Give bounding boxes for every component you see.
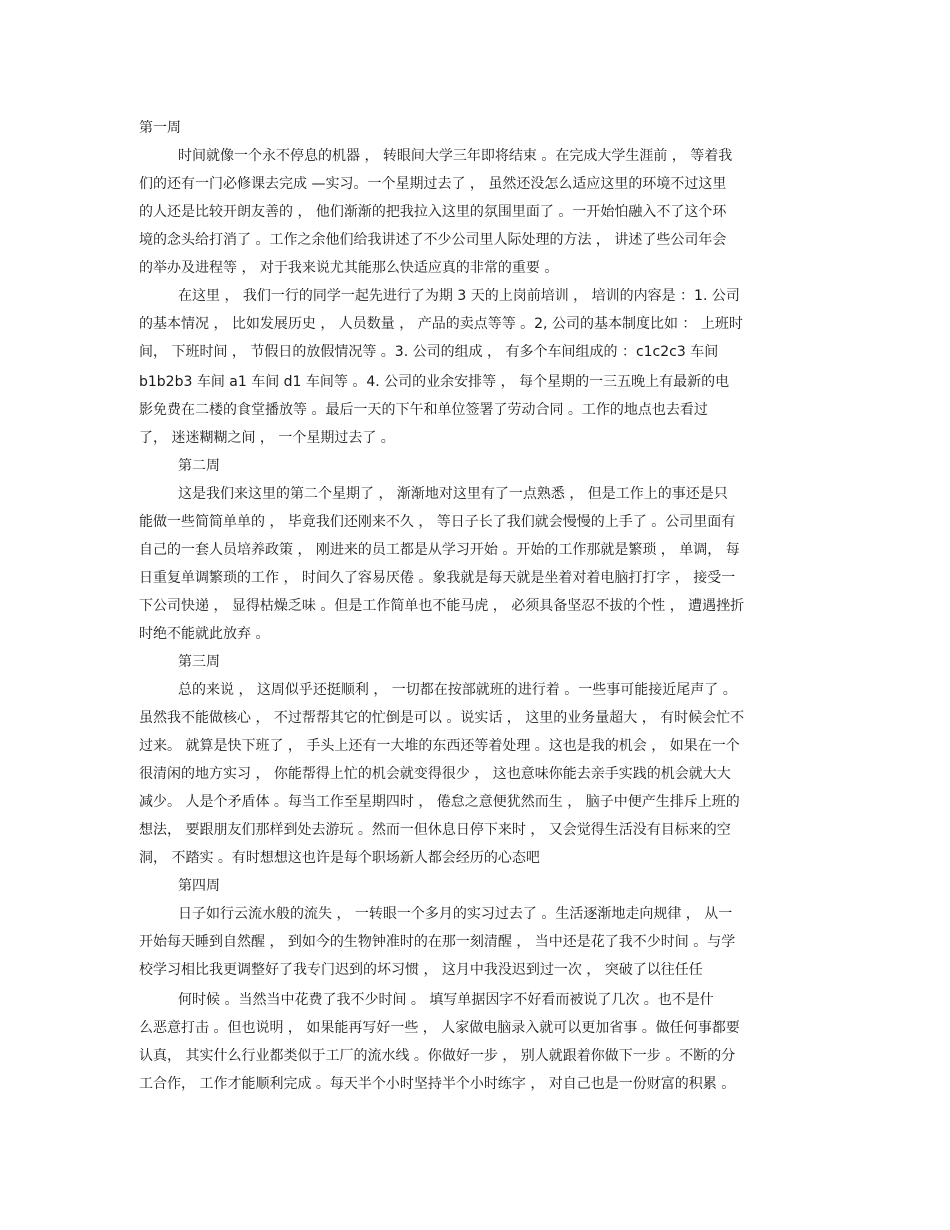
paragraph-line: 下公司快递 ， 显得枯燥乏味 。但是工作简单也不能马虎 ， 必须具备坚忍不拔的个性 ， 遭遇挫折 xyxy=(139,598,745,614)
paragraph-line: 们的还有一门必修课去完成 —实习。一个星期过去了 ， 虽然还没怎么适应这里的环境不过这里 xyxy=(139,176,727,192)
paragraph-line: 洞， 不踏实 。有时想想这也许是每个职场新人都会经历的心态吧 xyxy=(139,850,540,866)
paragraph-line: 的人还是比较开朗友善的 ， 他们渐渐的把我拉入这里的氛围里面了 。一开始怕融入不了这个环 xyxy=(139,204,727,220)
paragraph-line: 日重复单调繁琐的工作 ， 时间久了容易厌倦 。象我就是每天就是坐着对着电脑打打字 ， 接受一 xyxy=(139,570,736,586)
paragraph-line: 境的念头给打消了 。工作之余他们给我讲述了不少公司里人际处理的方法 ， 讲述了些公司年会 xyxy=(139,232,727,248)
paragraph-line: 在这里 ， 我们一行的同学一起先进行了为期 3 天的上岗前培训 ， 培训的内容是 ：1. 公司 xyxy=(178,288,740,304)
paragraph-line: 工合作， 工作才能顺利完成 。每天半个小时坚持半个小时练字 ， 对自己也是一份财富的积累 。 xyxy=(139,1076,736,1092)
paragraph-line: 校学习相比我更调整好了我专门迟到的坏习惯 ， 这月中我没迟到过一次 ， 突破了以往任任 xyxy=(139,962,703,978)
paragraph-line: 减少。 人是个矛盾体 。每当工作至星期四时 ， 倦怠之意便犹然而生 ， 脑子中便产生排斥上班的 xyxy=(139,794,740,810)
heading-week-1: 第一周 xyxy=(139,120,181,136)
paragraph-line: b1b2b3 车间 a1 车间 d1 车间等 。4. 公司的业余安排等 ， 每个星期的一三五晚上有最新的电 xyxy=(139,374,730,390)
paragraph-line: 这是我们来这里的第二个星期了 ， 渐渐地对这里有了一点熟悉 ， 但是工作上的事还是只 xyxy=(178,486,728,502)
paragraph-line: 过来。 就算是快下班了 ， 手头上还有一大堆的东西还等着处理 。这也是我的机会 ， 如果在一个 xyxy=(139,738,740,754)
heading-week-2: 第二周 xyxy=(178,458,220,474)
paragraph-line: 虽然我不能做核心 ， 不过帮帮其它的忙倒是可以 。说实话 ， 这里的业务量超大 ， 有时候会忙不 xyxy=(139,710,745,726)
paragraph-line: 能做一些简简单单的 ， 毕竟我们还刚来不久 ， 等日子长了我们就会慢慢的上手了 。公司里面有 xyxy=(139,514,736,530)
paragraph-line: 总的来说 ， 这周似乎还挺顺利 ， 一切都在按部就班的进行着 。一些事可能接近尾声了 。 xyxy=(178,682,737,698)
paragraph-line: 影免费在二楼的食堂播放等 。最后一天的下午和单位签署了劳动合同 。工作的地点也去看过 xyxy=(139,402,708,418)
paragraph-line: 很清闲的地方实习 ， 你能帮得上忙的机会就变得很少 ， 这也意味你能去亲手实践的机会就大大 xyxy=(139,766,731,782)
paragraph-line: 间， 下班时间 ， 节假日的放假情况等 。3. 公司的组成 ， 有多个车间组成的 ：c1c2c3 车间 xyxy=(139,344,719,360)
paragraph-line: 时间就像一个永不停息的机器 ， 转眼间大学三年即将结束 。在完成大学生涯前 ， 等着我 xyxy=(178,148,733,164)
heading-week-3: 第三周 xyxy=(178,654,220,670)
paragraph-line: 时绝不能就此放弃 。 xyxy=(139,626,270,642)
paragraph-line: 认真， 其实什么行业都类似于工厂的流水线 。你做好一步 ， 别人就跟着你做下一步 。不断的分 xyxy=(139,1048,736,1064)
paragraph-line: 何时候 。当然当中花费了我不少时间 。 填写单据因字不好看而被说了几次 。也不是什 xyxy=(178,992,714,1008)
paragraph-line: 么恶意打击 。但也说明 ， 如果能再写好一些 ， 人家做电脑录入就可以更加省事 。做任何事都要 xyxy=(139,1020,740,1036)
heading-week-4: 第四周 xyxy=(178,878,220,894)
paragraph-line: 自己的一套人员培养政策 ， 刚进来的员工都是从学习开始 。开始的工作那就是繁琐 ， 单调， 每 xyxy=(139,542,740,558)
paragraph-line: 开始每天睡到自然醒 ， 到如今的生物钟准时的在那一刻清醒 ， 当中还是花了我不少时间 。与学 xyxy=(139,934,736,950)
paragraph-line: 的基本情况 ， 比如发展历史 ， 人员数量 ， 产品的卖点等等 。2, 公司的基本制度比如 ： 上班时 xyxy=(139,316,743,332)
paragraph-line: 想法， 要跟朋友们那样到处去游玩 。然而一但休息日停下来时 ， 又会觉得生活没有目标来的空 xyxy=(139,822,731,838)
paragraph-line: 的举办及进程等 ， 对于我来说尤其能那么快适应真的非常的重要 。 xyxy=(139,260,559,276)
paragraph-line: 了， 迷迷糊糊之间 ， 一个星期过去了 。 xyxy=(139,430,395,446)
paragraph-line: 日子如行云流水般的流失 ， 一转眼一个多月的实习过去了 。生活逐渐地走向规律 ， 从一 xyxy=(178,906,733,922)
